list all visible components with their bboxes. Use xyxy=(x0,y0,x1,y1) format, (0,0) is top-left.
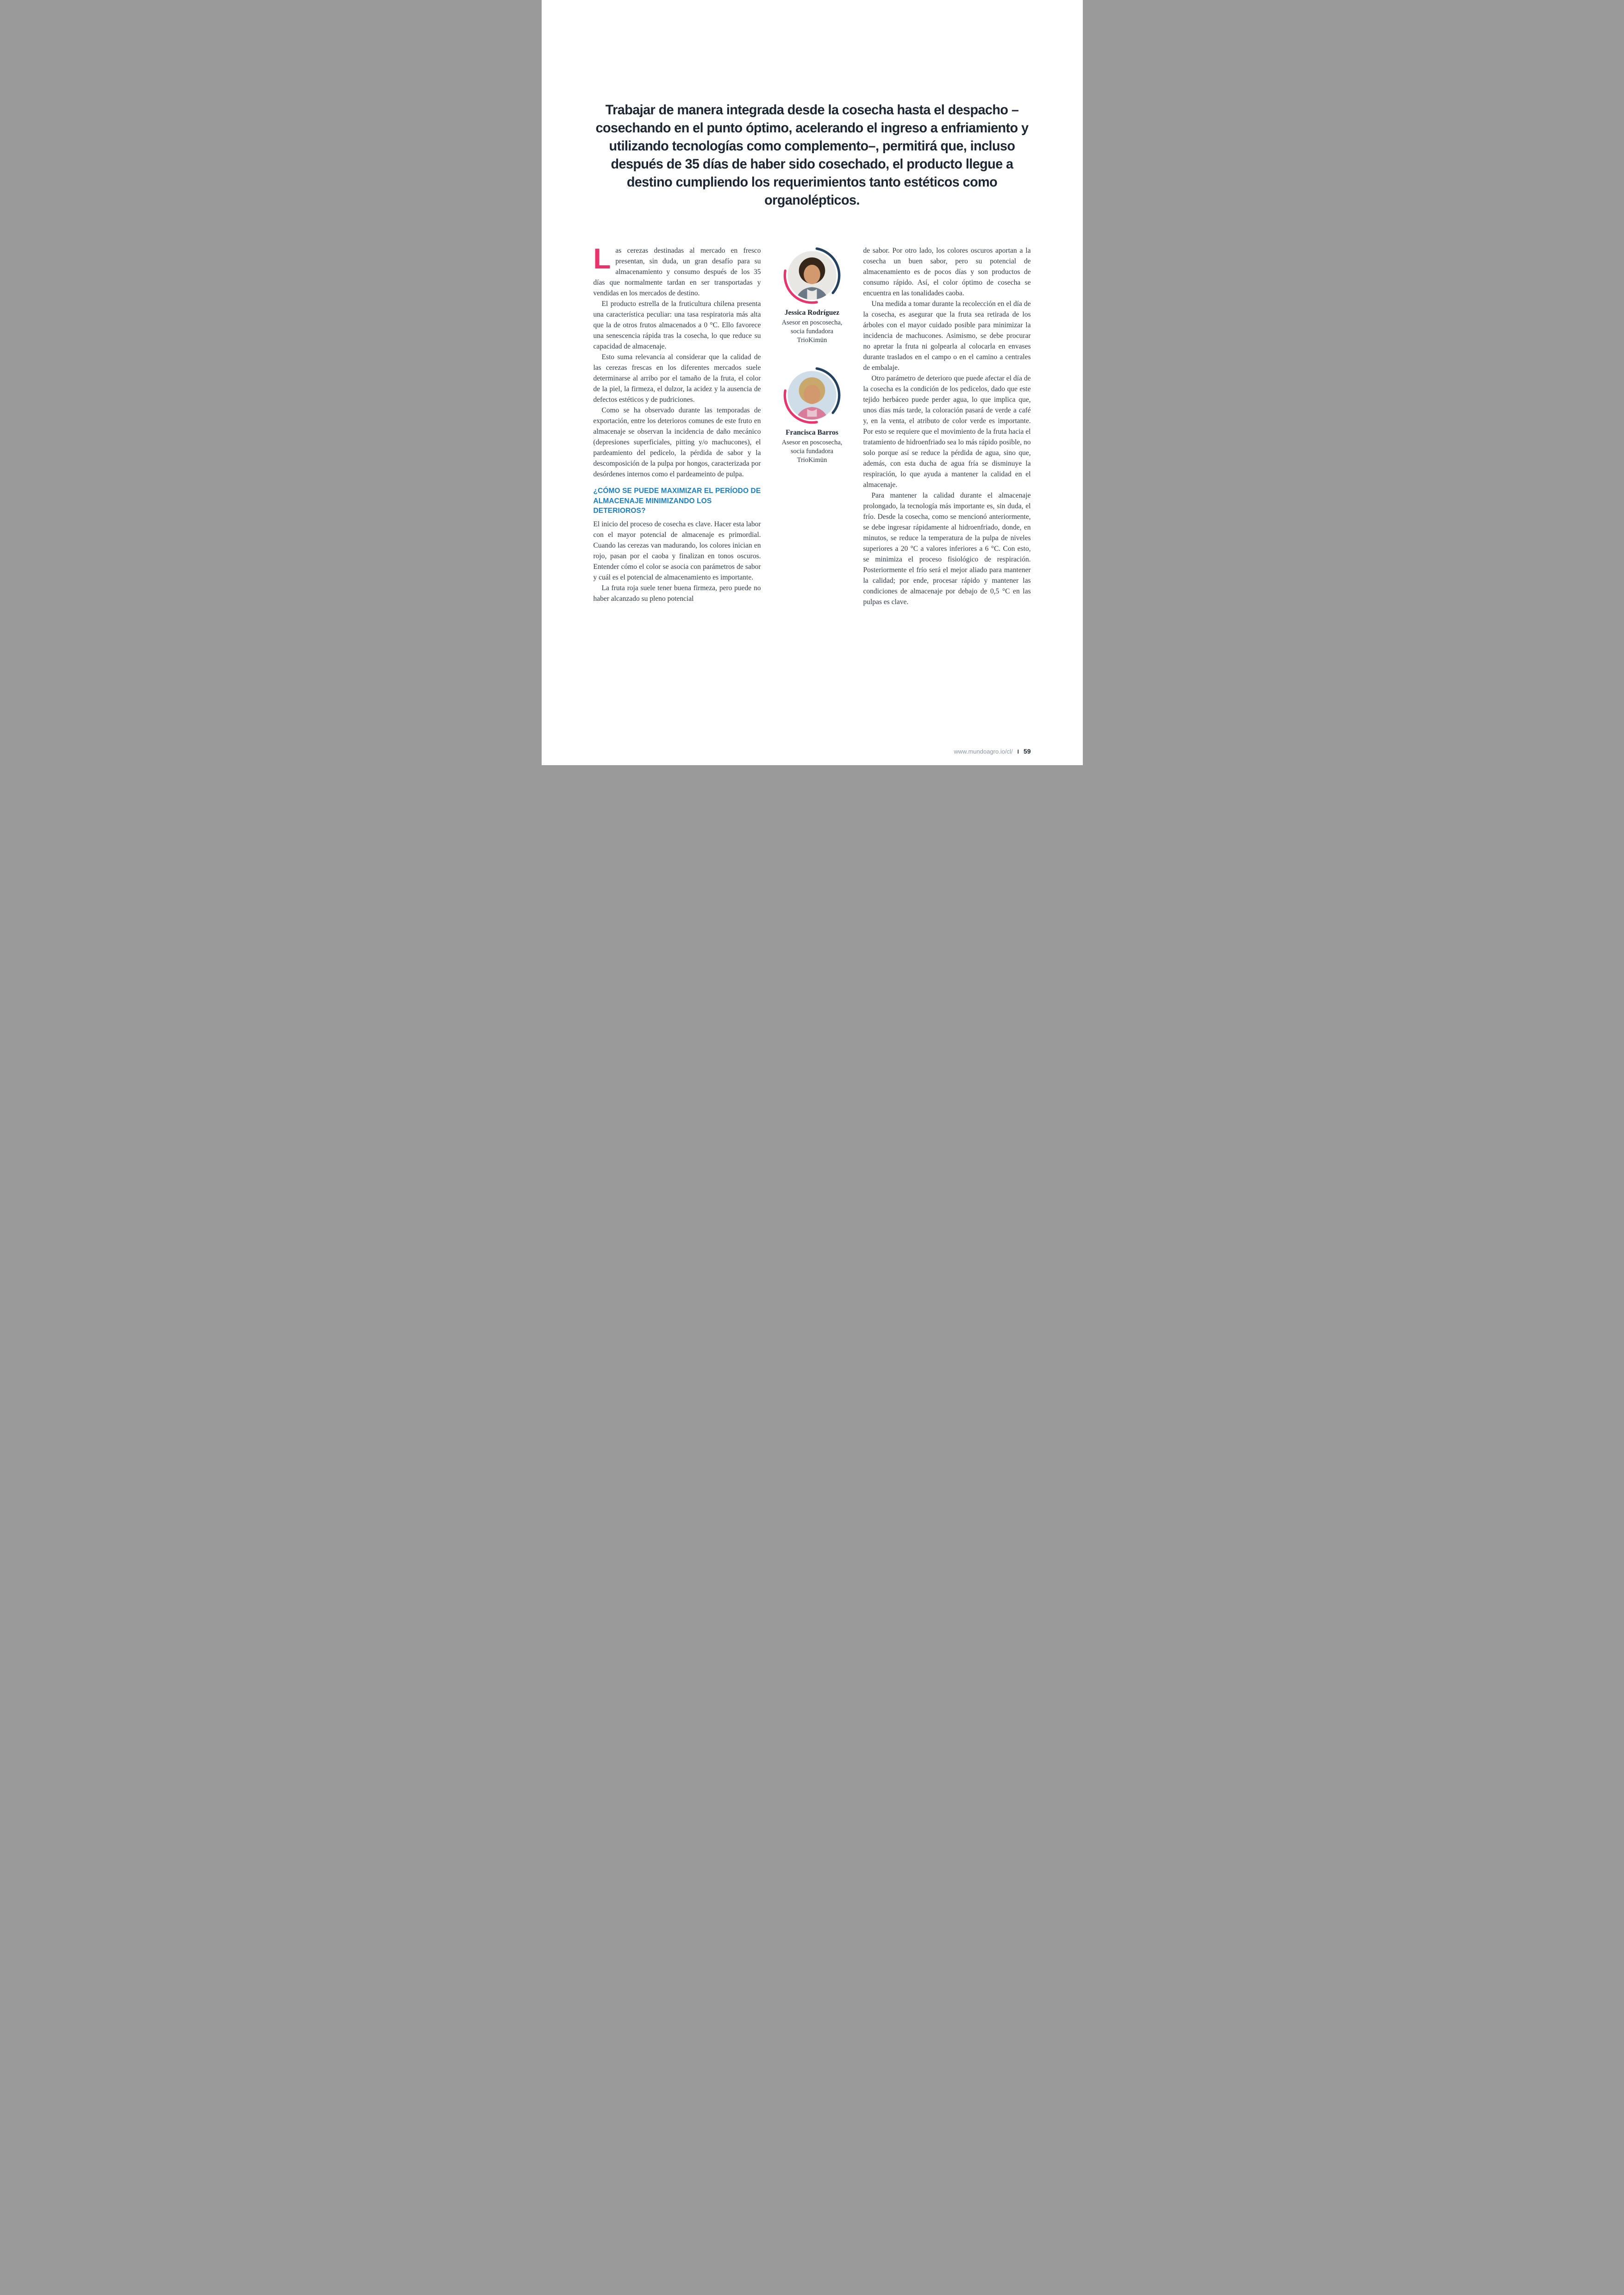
profile-role: Asesor en poscosecha, socia fundadora TrioKimün xyxy=(781,319,843,344)
headline-quote: Trabajar de manera integrada desde la cosecha hasta el despacho –cosechando en el punto óptimo, acelerando el ingreso a enfriamiento y utilizando tecnologías como complemento–, permitirá que, incluso después de 35 días de haber sido cosechado, el producto llegue a destino cumpliendo los requerimientos tanto estéticos como organolépticos. xyxy=(595,102,1029,208)
body-paragraph: La fruta roja suele tener buena firmeza, pero puede no haber alcanzado su pleno potencial xyxy=(593,584,761,603)
profile-role: Asesor en poscosecha, socia fundadora TrioKimün xyxy=(781,439,843,464)
article-body xyxy=(593,245,1031,607)
portrait-photo-icon xyxy=(783,366,841,424)
footer-url: www.mundoagro.io/cl/ xyxy=(954,748,1013,755)
footer-separator: I xyxy=(1017,748,1019,755)
left-column xyxy=(593,245,761,607)
magazine-page xyxy=(542,0,1083,765)
body-paragraph: de sabor. Por otro lado, los colores oscuros aportan a la cosecha un buen sabor, pero su potencial de almacenamiento es de pocos días y son productos de consumo rápido. Así, el color óptimo de cosecha se encuentra en las tonalidades caoba. xyxy=(863,247,1031,297)
right-column xyxy=(863,245,1031,607)
body-paragraph xyxy=(593,245,761,299)
profile-photo-jessica xyxy=(783,246,841,305)
section-subhead: ¿CÓMO SE PUEDE MAXIMIZAR EL PERÍODO DE ALMACENAJE MINIMIZANDO LOS DETERIOROS? xyxy=(593,487,761,515)
body-paragraph: Para mantener la calidad durante el almacenaje prolongado, la tecnología más importante es, sin duda, el frío. Desde la cosecha, como se mencionó anteriormente, se debe ingresar rápidamente al hidroenfriado, donde, en minutos, se reduce la temperatura de la pulpa de niveles superiores a 20 °C a valores inferiores a 6 °C. Con esto, se minimiza el proceso fisiológico de respiración. Posteriormente el frío será el mejor aliado para mantener la calidad; por ende, procesar rápido y mantener las condiciones de almacenaje por debajo de 0,5 °C en las pulpas es clave. xyxy=(863,492,1031,606)
page-footer xyxy=(954,748,1031,755)
portrait-photo-icon xyxy=(783,246,841,305)
profile-name: Francisca Barros xyxy=(786,428,838,437)
page-number: 59 xyxy=(1023,748,1031,755)
profile-photo-francisca xyxy=(783,366,841,424)
paragraph-text: as cerezas destinadas al mercado en fresco presentan, sin duda, un gran desafío para su almacenamiento y consumo después de los 35 días que normalmente tardan en ser transportadas y vendidas en los mercados de destino. xyxy=(593,247,761,297)
drop-cap: L xyxy=(593,243,611,275)
profiles-column xyxy=(775,245,849,607)
body-paragraph: Esto suma relevancia al considerar que la calidad de las cerezas frescas en los diferentes mercados suele determinarse al arribo por el tamaño de la fruta, el color de la piel, la firmeza, el dulzor, la acidez y la ausencia de defectos estéticos y de pudriciones. xyxy=(593,353,761,404)
body-paragraph: El producto estrella de la fruticultura chilena presenta una característica peculiar: una tasa respiratoria más alta que la de otros frutos almacenados a 0 °C. Ello favorece una senescencia rápida tras la cosecha, lo que reduce su capacidad de almacenaje. xyxy=(593,300,761,350)
body-paragraph: Una medida a tomar durante la recolección en el día de la cosecha, es asegurar que la fruta sea retirada de los árboles con el mayor cuidado posible para minimizar la incidencia de machucones. Asimismo, se debe procurar no apretar la fruta ni golpearla al colocarla en envases durante traslados en el campo o en el camino a centrales de embalaje. xyxy=(863,300,1031,372)
body-paragraph: Como se ha observado durante las temporadas de exportación, entre los deterioros comunes de este fruto en almacenaje se observan la incidencia de daño mecánico (depresiones superficiales, pitting y/o machucones), el pardeamiento del pedicelo, la pérdida de sabor y la descomposición de la pulpa por hongos, caracterizada por desórdenes internos como el pardeameinto de pulpa. xyxy=(593,406,761,478)
profile-name: Jessica Rodríguez xyxy=(784,309,840,317)
profile-jessica-rodriguez xyxy=(775,246,849,345)
profile-francisca-barros xyxy=(775,366,849,465)
body-paragraph: Otro parámetro de deterioro que puede afectar el día de la cosecha es la condición de los pedicelos, dado que este tejido herbáceo puede perder agua, lo que implica que, unos días más tarde, la coloración pasará de verde a café y, en la venta, el atributo de color verde es importante. Por esto se requiere que el movimiento de la fruta hacia el tratamiento de hidroenfriado sea lo más rápido posible, no solo porque así se reduce la pérdida de agua, sino que, además, con esta ducha de agua fría se disminuye la respiración, lo que ayuda a mantener la calidad en el almacenaje. xyxy=(863,374,1031,489)
body-paragraph: El inicio del proceso de cosecha es clave. Hacer esta labor con el mayor potencial de almacenaje es primordial. Cuando las cerezas van madurando, los colores inician en rojo, pasan por el caoba y finalizan en tonos oscuros. Entender cómo el color se asocia con parámetros de sabor y cuál es el potencial de almacenamiento es importante. xyxy=(593,520,761,582)
